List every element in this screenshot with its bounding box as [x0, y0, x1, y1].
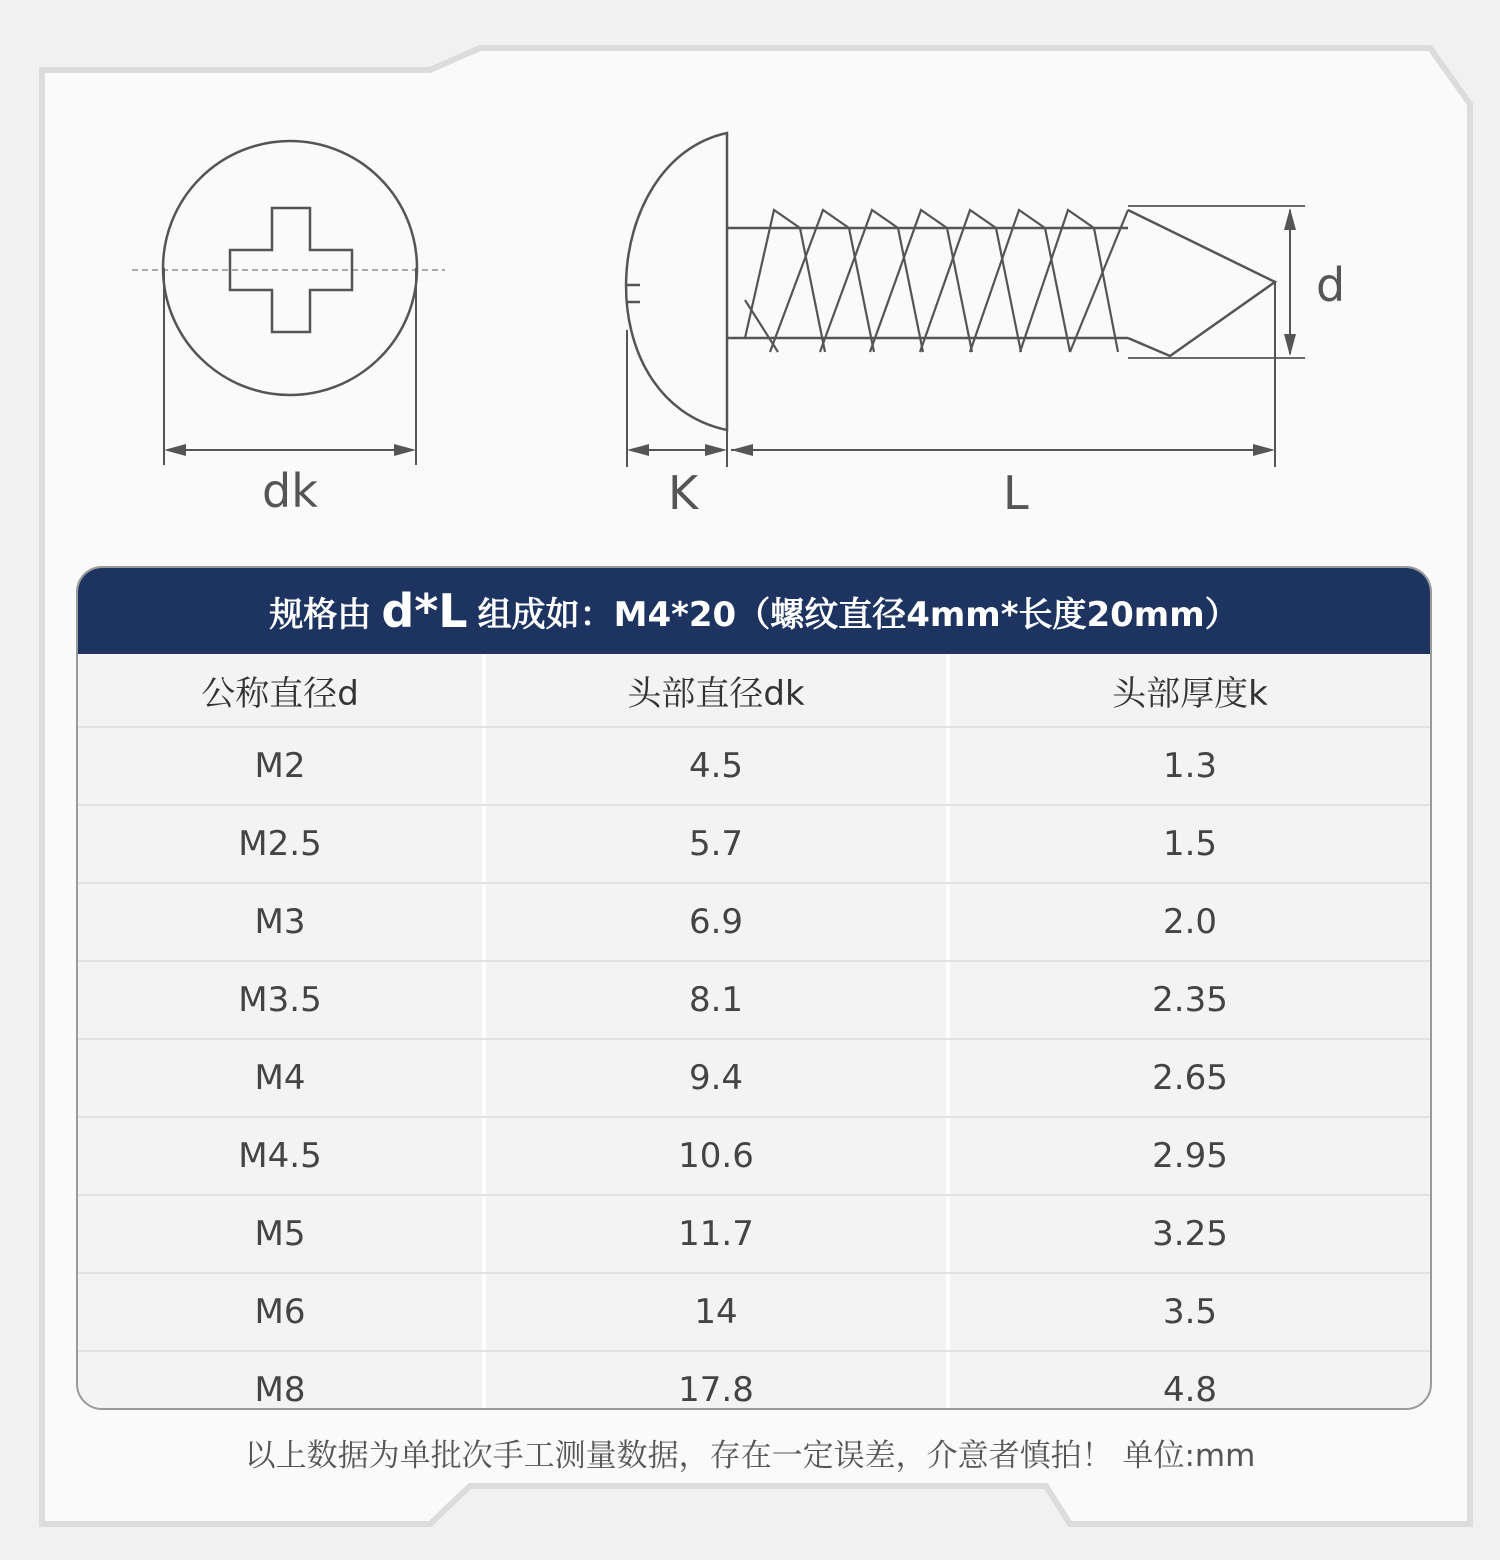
label-l: L: [1003, 466, 1029, 520]
cell-size: M3: [78, 884, 486, 960]
cell-k: 4.8: [1162, 1370, 1218, 1410]
cell-k: 3.25: [1152, 1214, 1228, 1254]
label-k: K: [668, 466, 699, 520]
table-row: [78, 804, 1430, 882]
cell-dk: 14: [486, 1274, 950, 1350]
table-row: [78, 726, 1430, 804]
cell-size: M5: [78, 1196, 486, 1272]
screw-diagram: [0, 0, 1500, 560]
banner-suffix: 组成如：M4*20（螺纹直径4mm*长度20mm）: [477, 594, 1239, 635]
table-row: [78, 1272, 1430, 1350]
cell-size: M3.5: [78, 962, 486, 1038]
table-row: [78, 1194, 1430, 1272]
label-d: d: [1316, 258, 1346, 312]
label-dk: dk: [262, 464, 318, 518]
cell-k: 3.5: [1162, 1292, 1218, 1332]
banner-prefix: 规格由: [269, 594, 372, 635]
cell-k: 1.5: [1162, 824, 1218, 864]
cell-k: 2.65: [1152, 1058, 1228, 1098]
cell-size: M4.5: [78, 1118, 486, 1194]
head-top-view: [132, 141, 445, 465]
cell-size: M6: [78, 1274, 486, 1350]
header-head-diameter: 头部直径dk: [486, 654, 950, 726]
cell-dk: 6.9: [486, 884, 950, 960]
table-row: [78, 1038, 1430, 1116]
spec-table: [76, 566, 1432, 1410]
spec-banner: [78, 568, 1430, 654]
cell-k: 2.35: [1152, 980, 1228, 1020]
cell-dk: 9.4: [486, 1040, 950, 1116]
cell-dk: 17.8: [486, 1352, 950, 1410]
header-nominal-diameter: 公称直径d: [78, 654, 486, 726]
cell-size: M2: [78, 728, 486, 804]
cell-size: M2.5: [78, 806, 486, 882]
banner-formula: d*L: [381, 584, 468, 638]
header-head-thickness: 头部厚度k: [1112, 673, 1268, 714]
measurement-disclaimer: 以上数据为单批次手工测量数据，存在一定误差，介意者慎拍！ 单位:mm: [244, 1438, 1256, 1474]
cell-dk: 10.6: [486, 1118, 950, 1194]
cell-dk: 5.7: [486, 806, 950, 882]
cell-k: 2.95: [1152, 1136, 1228, 1176]
table-header-row: [78, 654, 1430, 726]
cell-k: 1.3: [1162, 746, 1218, 786]
cell-size: M4: [78, 1040, 486, 1116]
table-row: [78, 882, 1430, 960]
screw-side-view: [626, 133, 1305, 467]
cell-dk: 8.1: [486, 962, 950, 1038]
cell-size: M8: [78, 1352, 486, 1410]
cell-dk: 11.7: [486, 1196, 950, 1272]
cell-dk: 4.5: [486, 728, 950, 804]
table-row: [78, 1116, 1430, 1194]
table-row: [78, 1350, 1430, 1410]
table-row: [78, 960, 1430, 1038]
cell-k: 2.0: [1162, 902, 1218, 942]
